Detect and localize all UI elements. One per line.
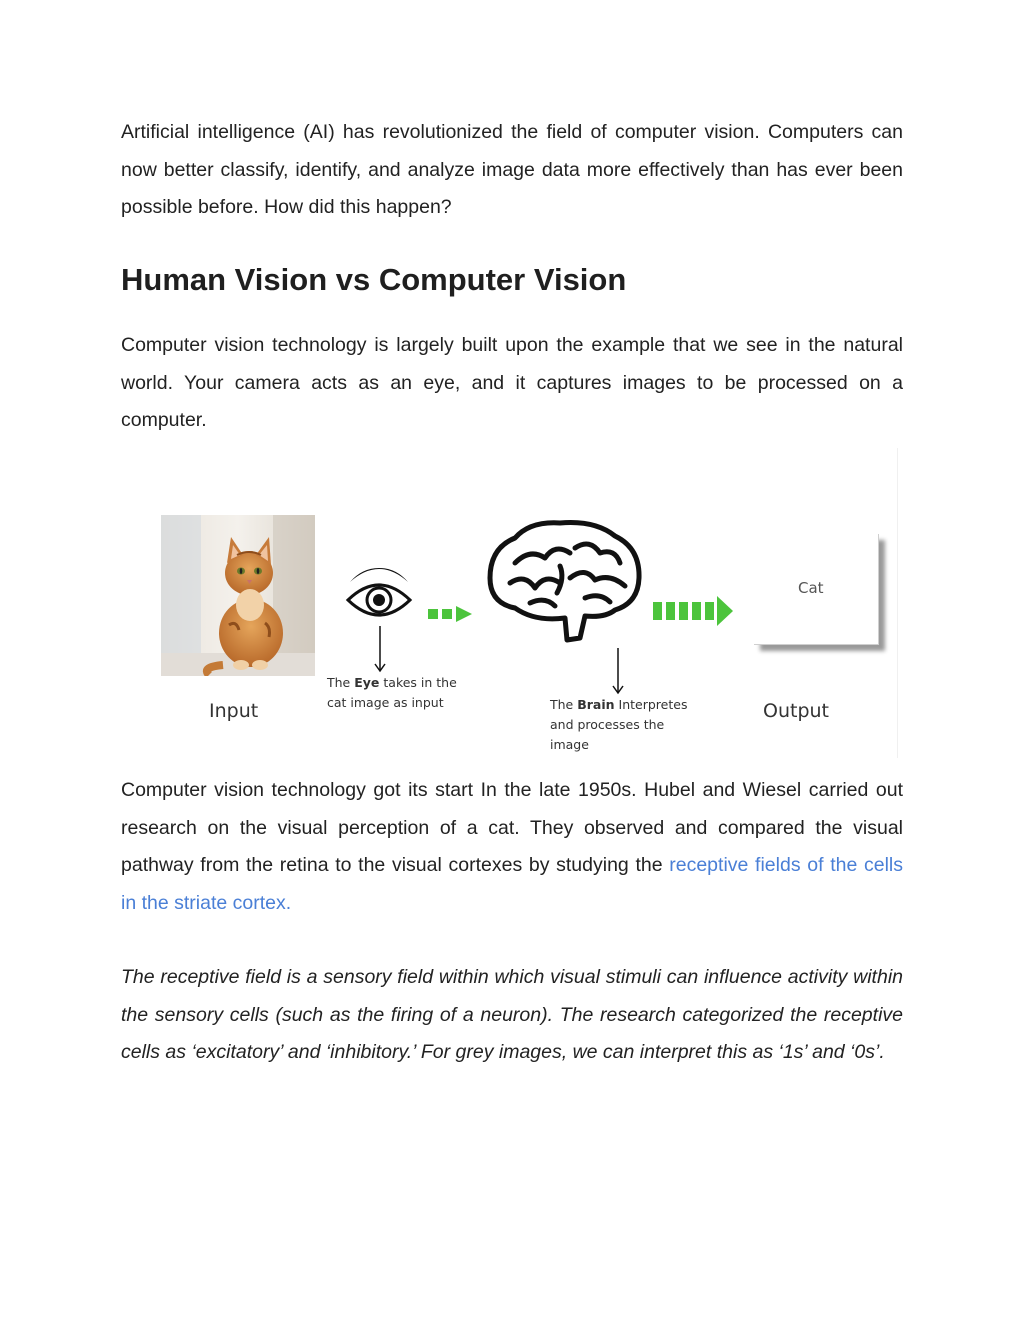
output-label: Output	[763, 700, 829, 722]
input-label: Input	[209, 700, 259, 722]
eye-note: The Eye takes in the cat image as input	[327, 675, 457, 710]
eye-down-arrow	[374, 626, 386, 674]
brain-icon	[485, 518, 645, 643]
cat-photo	[161, 515, 315, 676]
output-value: Cat	[798, 579, 824, 597]
receptive-field-paragraph: The receptive field is a sensory field within which visual stimuli can influence activity within the sensory cells (such as the firing of a neuron). The research categorized the receptive cells as ‘excitatory’ and ‘inhibitory.’ For grey images, we can interpret this as ‘1s’ and ‘0s’.	[121, 966, 903, 1063]
brain-note: The Brain Interpretes and processes the image	[550, 697, 688, 752]
cat-image	[161, 515, 315, 676]
large-green-arrow	[653, 596, 733, 626]
vision-diagram	[150, 448, 898, 758]
history-paragraph	[121, 772, 903, 922]
figure-edge	[897, 448, 898, 758]
camera-paragraph: Computer vision technology is largely built upon the example that we see in the natural world. Your camera acts as an eye, and it captures images to be processed on a computer.	[121, 334, 903, 431]
output-box	[754, 534, 879, 645]
eye-icon	[344, 560, 414, 624]
history-text: Computer vision technology got its start In the late 1950s. Hubel and Wiesel carried out research on the visual perception of a cat. They observed and compared the visual pathway from the retina to the visual cortexes by studying the	[121, 779, 903, 876]
section-heading: Human Vision vs Computer Vision	[121, 262, 627, 297]
intro-paragraph: Artificial intelligence (AI) has revolutionized the field of computer vision. Computers can now better classify, identify, and analyze image data more effectively than has ever been possible before. How did this happen?	[121, 121, 903, 218]
small-green-arrow	[428, 604, 474, 624]
brain-down-arrow	[612, 648, 624, 696]
receptive-fields-link[interactable]: receptive fields of the cells in the striate cortex.	[121, 854, 903, 914]
